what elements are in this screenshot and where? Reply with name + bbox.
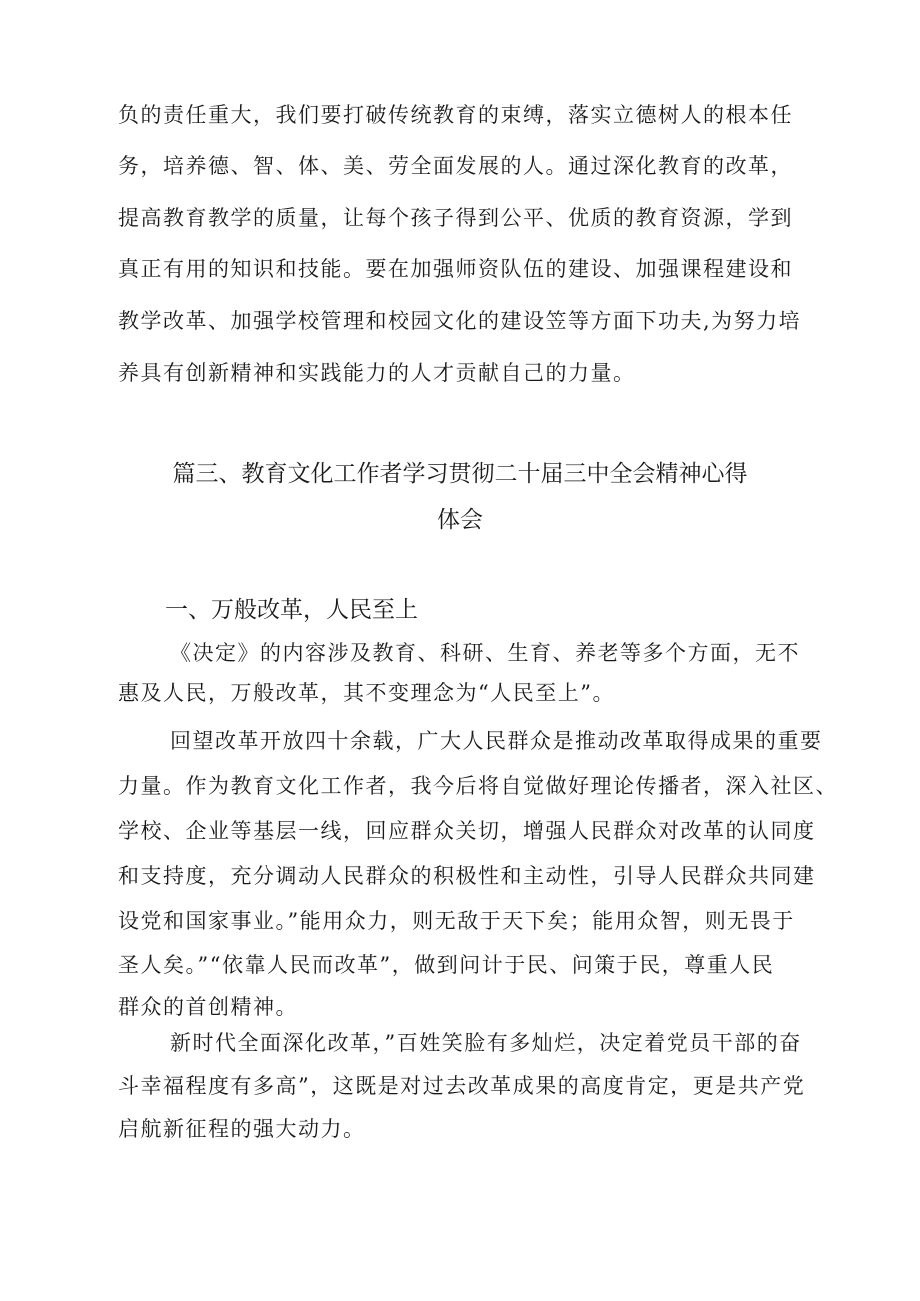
text-line: 设党和国家事业。”能用众力，则无敌于天下矣；能用众智，则无畏于 [118,909,795,933]
text-line: 真正有用的知识和技能。要在加强师资队伍的建设、加强课程建设和 [118,257,793,281]
text-line: 启航新征程的强大动力。 [118,1117,366,1141]
text-line: 教学改革、加强学校管理和校园文化的建设笠等方面下功夫,为努力培 [118,309,802,333]
chapter-title-line-1: 篇三、教育文化工作者学习贯彻二十届三中全会精神心得 [172,461,748,487]
text-line: 回望改革开放四十余载，广大人民群众是推动改革取得成果的重要 [170,729,823,753]
text-line: 《决定》的内容涉及教育、科研、生育、养老等多个方面，无不 [170,641,800,665]
text-line: 惠及人民，万般改革，其不变理念为“人民至上”。 [118,681,615,705]
section-heading: 一、万般改革，人民至上 [165,597,418,623]
text-line: 群众的首创精神。 [118,995,298,1019]
text-line: 学校、企业等基层一线，回应群众关切，增强人民群众对改革的认同度 [118,819,816,843]
text-line: 斗幸福程度有多高”，这既是对过去改革成果的高度肯定，更是共产党 [118,1074,806,1098]
text-line: 务，培养德、智、体、美、劳全面发展的人。通过深化教育的改革， [118,154,793,178]
chapter-title-line-2: 体会 [437,507,483,533]
text-line: 圣人矣。”“依靠人民而改革”，做到问计于民、问策于民，尊重人民 [118,953,775,977]
text-line: 负的责任重大，我们要打破传统教育的束缚，落实立德树人的根本任 [118,103,793,127]
text-line: 养具有创新精神和实践能力的人才贡献自己的力量。 [118,361,636,385]
text-line: 提高教育教学的质量，让每个孩子得到公平、优质的教育资源，学到 [118,206,793,230]
text-line: 力量。作为教育文化工作者，我今后将自觉做好理论传播者，深入社区、 [118,774,838,798]
text-line: 和支持度，充分调动人民群众的积极性和主动性，引导人民群众共同建 [118,864,816,888]
text-line: 新时代全面深化改革，”百姓笑脸有多灿烂，决定着党员干部的奋 [170,1031,802,1055]
